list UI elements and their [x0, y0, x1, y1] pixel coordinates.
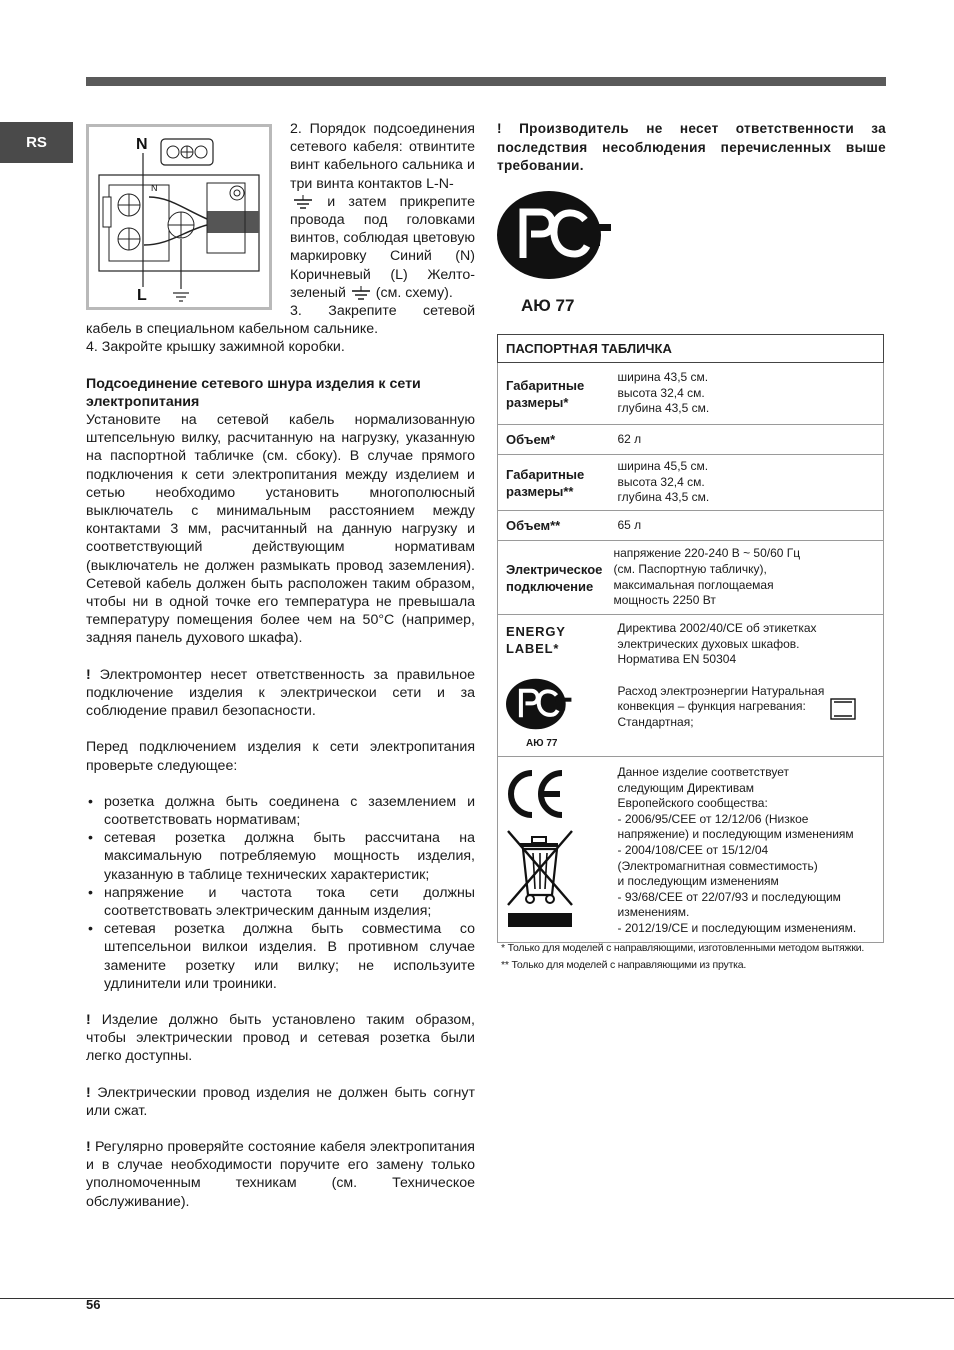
- row-value: ширина 43,5 см. высота 32,4 см. глубина 43,5 см.: [610, 363, 884, 425]
- section-body: Установите на сетевой кабель нормализованную штепсельную вилку, расчитанную на нагрузку, указанную на паспортной табличке (см. сбоку). В случае прямого подключения к сети электропитания между изделием и сетью необходимо установить многополюсный выключатель с минимальным расстоянием между контактами 3 мм, расчитанный на данную нагрузку и соответствующий действующим нормативам (выключатель не должен размыкать провод заземления). Сетевой кабель должен быть расположен таким образом, чтобы ни в одной точке его температура не превышала температуру помещения более чем на 50°C (например, задняя панель духового шкафа).: [86, 412, 475, 647]
- warning-check-cable-text: Регулярно проверяйте состояние кабеля электропитания и в случае необходимости поручите его замену только уполномоченным техникам (см. Техническое обслуживание).: [86, 1138, 475, 1210]
- table-row: [498, 511, 884, 541]
- right-column: [497, 120, 886, 971]
- footnote-1: * Только для моделей с направляющими, изготовленными методом вытяжки.: [501, 942, 865, 954]
- row-value: напряжение 220-240 В ~ 50/60 Гц (см. Паспортную табличку), максимальная поглощаемая мощность 2250 Вт: [610, 541, 884, 615]
- top-rule: [86, 77, 886, 86]
- warning-check-cable: [86, 1138, 475, 1211]
- ce-mark-icon: [506, 765, 566, 823]
- energy-label-key: ENERGY LABEL*: [506, 624, 566, 656]
- row-value: ширина 45,5 см. высота 32,4 см. глубина 43,5 см.: [610, 455, 884, 511]
- table-row: [498, 541, 884, 615]
- weee-bin-icon: [506, 829, 576, 929]
- section-title: Подсоединение сетевого шнура изделия к сети электропитания: [86, 375, 421, 410]
- warning-electrician: [86, 666, 475, 721]
- step-2-part-2: и затем прикрепите провода под головками винтов, соблюдая цветовую маркировку Синий (N) Коричневый (L) Желто-зеленый: [290, 193, 475, 301]
- step-2-part-3: (см. схему).: [371, 284, 453, 301]
- row-key: Объем*: [498, 425, 610, 455]
- step-4: 4. Закройте крышку зажимной коробки.: [86, 339, 345, 356]
- passport-table: [497, 334, 884, 943]
- list-item: • сетевая розетка должна быть совместима со штепсельнои вилкои изделия. В противном случае замените розетку или вилку; не используите удлинители или троиники.: [86, 920, 475, 993]
- list-item: • розетка должна быть соединена с заземлением и соответствовать нормативам;: [86, 793, 475, 829]
- exclamation-icon: !: [86, 666, 91, 683]
- heating-mode-icon: [830, 698, 856, 720]
- table-row: [498, 425, 884, 455]
- table-row: [498, 363, 884, 425]
- terminal-block-diagram: [86, 124, 272, 310]
- exclamation-icon: !: [86, 1084, 91, 1101]
- gost-r-small-logo: [506, 677, 572, 731]
- warning-access-text: Изделие должно быть установлено таким образом, чтобы электрическии провод и сетевая розетка были легко доступны.: [86, 1011, 475, 1065]
- list-item: • напряжение и частота тока сети должны соответствовать электрическим данным изделия;: [86, 884, 475, 920]
- ground-icon: [350, 286, 372, 300]
- label-n-small: N: [151, 183, 158, 193]
- warning-access: [86, 1011, 475, 1066]
- gost-code: АЮ 77: [521, 296, 575, 315]
- language-tab: RS: [0, 122, 73, 163]
- ce-cell: [498, 757, 610, 943]
- step-2-part-1: 2. Порядок подсоединения сетевого кабеля: отвинтите винт кабельного сальника и три винта контактов L-N-: [290, 121, 475, 192]
- table-title: ПАСПОРТНАЯ ТАБЛИЧКА: [498, 335, 884, 363]
- energy-cell: [498, 615, 610, 757]
- footnotes: [501, 940, 887, 974]
- small-gost-code: АЮ 77: [526, 738, 558, 749]
- ce-value: Данное изделие соответствует следующим Директивам Европейского сообщества: - 2006/95/CEE от 12/12/06 (Низкое напряжение) и последующим изменениям - 2004/108/CEE от 15/12/04 (Электромагнитная совместимость) и последующим изменениям - 93/68/CEE от 22/07/93 и последующим изменениям. - 2012/19/CE и последующим изменениям.: [610, 757, 884, 943]
- step-3: 3. Закрепите сетевой кабель в специальном кабельном сальнике.: [86, 303, 475, 338]
- label-n: N: [136, 136, 148, 153]
- list-item: • сетевая розетка должна быть рассчитана на максимальную потребляемую мощность изделия, указанную в таблице технических характеристик;: [86, 829, 475, 884]
- table-row-energy: [498, 615, 884, 757]
- row-value: 65 л: [610, 511, 884, 541]
- row-key: Габаритные размеры*: [498, 363, 610, 425]
- left-column: [86, 120, 475, 1211]
- check-list: [86, 793, 475, 993]
- label-l: L: [137, 287, 147, 304]
- row-value: 62 л: [610, 425, 884, 455]
- manufacturer-warning: ! Производитель не несет ответственности за последствия несоблюдения перечисленных выше требовании.: [497, 121, 886, 173]
- energy-value: Директива 2002/40/CE об этикетках электрических духовых шкафов. Нормативa EN 50304 Расход электроэнергии Натуральная конвекция – функция нагревания: Стандартная;: [610, 615, 884, 757]
- ground-icon: [292, 195, 314, 209]
- footnote-2: ** Только для моделей с направляющими из прутка.: [501, 959, 747, 971]
- page-number: 56: [86, 1297, 101, 1312]
- warning-electrician-text: Электромонтер несет ответственность за правильное подключение изделия к электрическои сети и за соблюдение правил безопасности.: [86, 666, 475, 720]
- table-row: [498, 455, 884, 511]
- exclamation-icon: !: [86, 1011, 91, 1028]
- row-key: Электрическое подключение: [498, 541, 610, 615]
- gost-r-logo: [497, 190, 612, 280]
- row-key: Габаритные размеры**: [498, 455, 610, 511]
- exclamation-icon: !: [86, 1138, 91, 1155]
- table-row-ce: [498, 757, 884, 943]
- bottom-rule: [0, 1298, 954, 1299]
- check-intro: Перед подключением изделия к сети электропитания проверьте следующее:: [86, 739, 475, 774]
- row-key: Объем**: [498, 511, 610, 541]
- warning-cable-bend: [86, 1084, 475, 1120]
- warning-cable-bend-text: Электрическии провод изделия не должен быть согнут или сжат.: [86, 1084, 475, 1119]
- terminal-block-drawing: [89, 127, 269, 307]
